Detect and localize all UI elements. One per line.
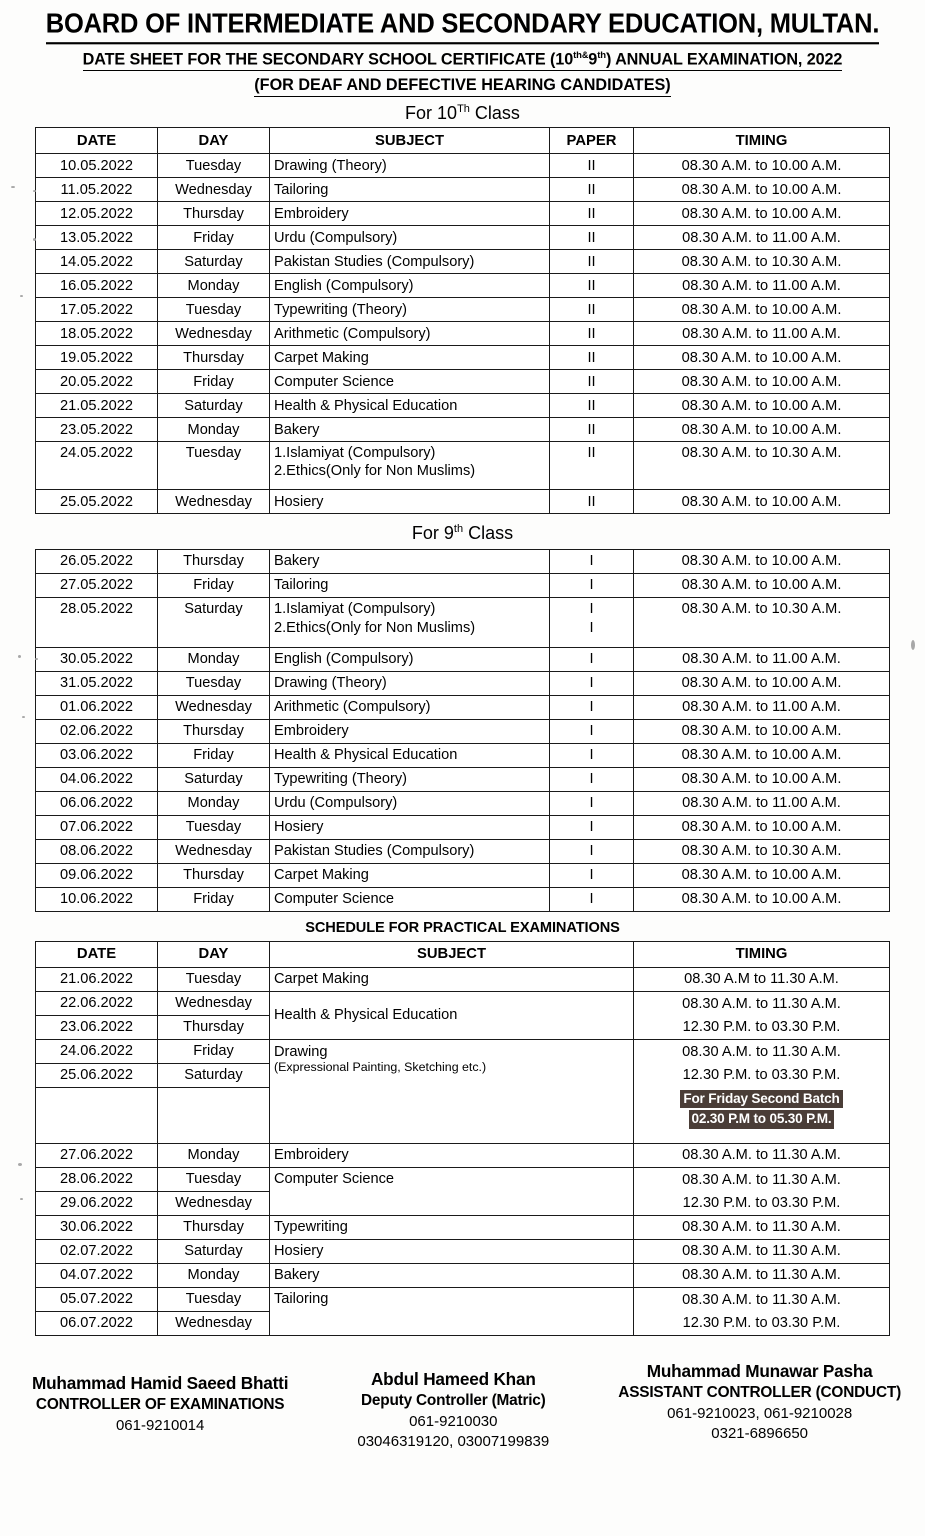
cell-date: 06.07.2022 (36, 1312, 158, 1336)
table-header-row (36, 942, 890, 968)
subtitle-post: ) ANNUAL EXAMINATION, 2022 (605, 49, 843, 68)
cell-subject: Embroidery (270, 202, 550, 226)
cell-timing-1: 08.30 A.M. to 11.30 A.M. (634, 992, 890, 1016)
cell-subject: Bakery (270, 1264, 634, 1288)
cell-day: Tuesday (158, 968, 270, 992)
cell-paper: I (550, 672, 634, 696)
cell-subject: Hosiery (270, 490, 550, 514)
cell-day: Thursday (158, 720, 270, 744)
table-row (36, 720, 890, 744)
cell-day: Wednesday (158, 992, 270, 1016)
cell-timing: 08.30 A.M. to 10.00 A.M. (634, 550, 890, 574)
cell-date: 28.05.2022 (36, 598, 158, 648)
cell-subject: Computer Science (270, 1168, 634, 1216)
date-sheet-subtitle (83, 50, 843, 71)
cell-date: 14.05.2022 (36, 250, 158, 274)
table-row-typewriting (36, 1216, 890, 1240)
signatory-name: Muhammad Hamid Saeed Bhatti (32, 1373, 289, 1394)
signatory-phone-1: 061-9210030 (409, 1412, 498, 1430)
cell-day: Saturday (158, 394, 270, 418)
cell-day: Friday (158, 744, 270, 768)
cell-day: Friday (158, 888, 270, 912)
scan-speckle (33, 190, 36, 192)
cell-timing: 08.30 A.M. to 10.30 A.M. (634, 250, 890, 274)
cell-timing: 08.30 A.M. to 11.00 A.M. (634, 274, 890, 298)
cell-timing-2: 12.30 P.M. to 03.30 P.M. (634, 1192, 890, 1216)
cell-timing: 08.30 A.M. to 11.30 A.M. (634, 1216, 890, 1240)
cell-subject: Hosiery (270, 816, 550, 840)
cell-day: Monday (158, 274, 270, 298)
cell-timing: 08.30 A.M. to 10.00 A.M. (634, 744, 890, 768)
cell-date: 23.05.2022 (36, 418, 158, 442)
cell-subject: Bakery (270, 418, 550, 442)
class-10-post: Class (469, 102, 520, 123)
table-row-carpet-making (36, 968, 890, 992)
cell-timing: 08.30 A.M. to 10.00 A.M. (634, 490, 890, 514)
cell-subject: Bakery (270, 550, 550, 574)
cell-paper: II (550, 418, 634, 442)
cell-timing: 08.30 A.M. to 11.00 A.M. (634, 322, 890, 346)
scan-speckle (22, 716, 25, 718)
cell-subject (270, 598, 550, 648)
class-9-heading (0, 523, 925, 544)
cell-date: 30.06.2022 (36, 1216, 158, 1240)
cell-timing: 08.30 A.M. to 10.00 A.M. (634, 816, 890, 840)
class-10-heading (0, 103, 925, 124)
cell-timing: 08.30 A.M. to 10.00 A.M. (634, 202, 890, 226)
cell-date: 06.06.2022 (36, 792, 158, 816)
cell-subject: Pakistan Studies (Compulsory) (270, 250, 550, 274)
cell-subject: English (Compulsory) (270, 274, 550, 298)
table-row (36, 226, 890, 250)
cell-day: Wednesday (158, 490, 270, 514)
cell-subject (270, 442, 550, 490)
signatory-phone-1: 061-9210023, 061-9210028 (667, 1404, 853, 1422)
cell-day: Monday (158, 648, 270, 672)
subject-line-2: 2.Ethics(Only for Non Muslims) (274, 620, 476, 637)
table-row-bakery (36, 1264, 890, 1288)
signatory-assistant-controller (618, 1360, 901, 1444)
cell-day: Tuesday (158, 298, 270, 322)
cell-paper: I (550, 864, 634, 888)
cell-paper: I (550, 840, 634, 864)
cell-date: 02.06.2022 (36, 720, 158, 744)
cell-subject: Health & Physical Education (270, 394, 550, 418)
col-header-subject: SUBJECT (270, 942, 634, 968)
table-row-islamiyat (36, 442, 890, 490)
table-row-health-1 (36, 992, 890, 1016)
cell-timing-1: 08.30 A.M. to 11.30 A.M. (634, 1168, 890, 1192)
signatory-role: Deputy Controller (Matric) (360, 1392, 546, 1410)
cell-subject: Pakistan Studies (Compulsory) (270, 840, 550, 864)
table-row (36, 274, 890, 298)
second-batch-timing: 02.30 P.M to 05.30 P.M. (689, 1110, 835, 1129)
cell-timing: 08.30 A.M. to 11.00 A.M. (634, 792, 890, 816)
signatory-phone-2: 0321-6896650 (711, 1424, 809, 1442)
cell-date: 29.06.2022 (36, 1192, 158, 1216)
cell-date: 05.07.2022 (36, 1288, 158, 1312)
practical-exams-table (35, 941, 890, 1336)
cell-paper: II (550, 346, 634, 370)
cell-date: 17.05.2022 (36, 298, 158, 322)
table-row (36, 154, 890, 178)
cell-timing: 08.30 A.M. to 10.00 A.M. (634, 418, 890, 442)
cell-day: Wednesday (158, 322, 270, 346)
table-row-tailoring-1 (36, 1288, 890, 1312)
cell-subject: Drawing (Theory) (270, 672, 550, 696)
practical-table-body (36, 968, 890, 1336)
col-header-timing: TIMING (634, 942, 890, 968)
signatory-controller-of-examinations (32, 1372, 288, 1436)
subject-line-1: 1.Islamiyat (Compulsory) (274, 445, 436, 462)
cell-day: Saturday (158, 598, 270, 648)
cell-paper: II (550, 370, 634, 394)
signatory-role: ASSISTANT CONTROLLER (CONDUCT) (618, 1384, 901, 1402)
table-row (36, 418, 890, 442)
cell-timing: 08.30 A.M. to 10.00 A.M. (634, 346, 890, 370)
second-batch-label: For Friday Second Batch (680, 1090, 842, 1109)
cell-timing-2: 12.30 P.M. to 03.30 P.M. (634, 1064, 890, 1088)
cell-subject: English (Compulsory) (270, 648, 550, 672)
scan-speckle (18, 655, 21, 658)
class-10-pre: For 10 (405, 102, 458, 123)
table-row (36, 888, 890, 912)
cell-paper (550, 598, 634, 648)
cell-date: 04.06.2022 (36, 768, 158, 792)
organization-title: BOARD OF INTERMEDIATE AND SECONDARY EDUCATION, MULTAN. (46, 9, 880, 44)
cell-timing-2: 12.30 P.M. to 03.30 P.M. (634, 1016, 890, 1040)
cell-subject: Drawing (Theory) (270, 154, 550, 178)
cell-paper: I (550, 816, 634, 840)
cell-subject: Arithmetic (Compulsory) (270, 696, 550, 720)
cell-timing: 08.30 A.M. to 10.00 A.M. (634, 864, 890, 888)
table-row (36, 744, 890, 768)
subject-line-1: 1.Islamiyat (Compulsory) (274, 601, 436, 618)
class-9-table-body (36, 550, 890, 912)
cell-day: Tuesday (158, 154, 270, 178)
cell-day: Friday (158, 370, 270, 394)
table-row (36, 696, 890, 720)
cell-date: 16.05.2022 (36, 274, 158, 298)
class-9-table (35, 549, 890, 912)
cell-day: Monday (158, 1264, 270, 1288)
scan-speckle (20, 295, 23, 297)
cell-timing: 08.30 A.M. to 10.00 A.M. (634, 720, 890, 744)
cell-day: Monday (158, 792, 270, 816)
scan-speckle (911, 640, 915, 650)
cell-date: 27.06.2022 (36, 1144, 158, 1168)
cell-timing-1: 08.30 A.M. to 11.30 A.M. (634, 1288, 890, 1312)
cell-timing-2: 12.30 P.M. to 03.30 P.M. (634, 1312, 890, 1336)
cell-day: Thursday (158, 202, 270, 226)
cell-subject: Hosiery (270, 1240, 634, 1264)
table-row (36, 672, 890, 696)
table-row (36, 816, 890, 840)
cell-day: Wednesday (158, 1192, 270, 1216)
cell-day: Wednesday (158, 178, 270, 202)
cell-day: Thursday (158, 346, 270, 370)
cell-paper: I (550, 574, 634, 598)
cell-timing: 08.30 A.M. to 11.00 A.M. (634, 226, 890, 250)
cell-paper: I (550, 768, 634, 792)
col-header-paper: PAPER (550, 128, 634, 154)
cell-timing: 08.30 A.M. to 10.00 A.M. (634, 574, 890, 598)
cell-subject: Health & Physical Education (270, 744, 550, 768)
cell-day: Thursday (158, 864, 270, 888)
table-row-drawing-1 (36, 1040, 890, 1064)
cell-timing: 08.30 A.M. to 10.00 A.M. (634, 888, 890, 912)
cell-date: 24.06.2022 (36, 1040, 158, 1064)
table-row (36, 840, 890, 864)
cell-day: Tuesday (158, 1288, 270, 1312)
cell-subject (270, 1040, 634, 1144)
cell-day: Tuesday (158, 1168, 270, 1192)
cell-timing: 08.30 A.M. to 10.00 A.M. (634, 298, 890, 322)
table-row (36, 370, 890, 394)
scan-speckle (20, 1198, 23, 1200)
cell-timing: 08.30 A.M. to 10.30 A.M. (634, 598, 890, 648)
cell-timing: 08.30 A.M. to 10.00 A.M. (634, 178, 890, 202)
cell-day: Saturday (158, 1064, 270, 1088)
class-10-table (35, 127, 890, 514)
cell-subject: Computer Science (270, 888, 550, 912)
cell-date: 07.06.2022 (36, 816, 158, 840)
cell-date: 09.06.2022 (36, 864, 158, 888)
cell-day: Wednesday (158, 696, 270, 720)
cell-paper: II (550, 154, 634, 178)
cell-timing: 08.30 A.M. to 10.00 A.M. (634, 394, 890, 418)
cell-subject: Carpet Making (270, 864, 550, 888)
cell-paper: II (550, 250, 634, 274)
cell-paper: II (550, 490, 634, 514)
col-header-day: DAY (158, 128, 270, 154)
cell-subject: Arithmetic (Compulsory) (270, 322, 550, 346)
cell-date: 12.05.2022 (36, 202, 158, 226)
cell-day: Friday (158, 226, 270, 250)
signatory-deputy-controller (357, 1368, 549, 1452)
class-10-sup: Th (457, 102, 470, 115)
cell-day: Tuesday (158, 816, 270, 840)
table-row-computer-1 (36, 1168, 890, 1192)
cell-paper: I (550, 550, 634, 574)
cell-date: 20.05.2022 (36, 370, 158, 394)
cell-date: 10.05.2022 (36, 154, 158, 178)
table-row (36, 792, 890, 816)
cell-day: Saturday (158, 768, 270, 792)
table-row (36, 178, 890, 202)
cell-second-batch-note (634, 1088, 890, 1144)
class-9-post: Class (463, 523, 514, 544)
col-header-subject: SUBJECT (270, 128, 550, 154)
table-row (36, 574, 890, 598)
table-row-embroidery (36, 1144, 890, 1168)
cell-date: 27.05.2022 (36, 574, 158, 598)
cell-timing-1: 08.30 A.M. to 11.30 A.M. (634, 1040, 890, 1064)
cell-timing: 08.30 A.M. to 10.00 A.M. (634, 154, 890, 178)
class-10-table-body (36, 154, 890, 514)
cell-paper: II (550, 178, 634, 202)
class-9-sup: th (453, 523, 464, 536)
cell-subject: Tailoring (270, 178, 550, 202)
cell-date: 19.05.2022 (36, 346, 158, 370)
cell-date: 08.06.2022 (36, 840, 158, 864)
cell-date: 11.05.2022 (36, 178, 158, 202)
cell-timing: 08.30 A.M. to 11.30 A.M. (634, 1144, 890, 1168)
cell-subject: Embroidery (270, 720, 550, 744)
cell-day: Monday (158, 418, 270, 442)
cell-day-blank (158, 1088, 270, 1144)
cell-timing: 08.30 A.M. to 10.00 A.M. (634, 370, 890, 394)
cell-day: Friday (158, 574, 270, 598)
signatory-phone-1: 061-9210014 (115, 1416, 205, 1434)
cell-date: 10.06.2022 (36, 888, 158, 912)
document-header (0, 0, 925, 97)
table-row (36, 768, 890, 792)
signatory-role: CONTROLLER OF EXAMINATIONS (35, 1396, 285, 1414)
cell-day: Monday (158, 1144, 270, 1168)
cell-paper: II (550, 394, 634, 418)
table-row (36, 322, 890, 346)
cell-day: Wednesday (158, 1312, 270, 1336)
cell-timing: 08.30 A.M. to 11.30 A.M. (634, 1264, 890, 1288)
cell-date: 26.05.2022 (36, 550, 158, 574)
scan-speckle (35, 658, 38, 660)
subtitle-sup-9th: th (597, 49, 606, 61)
table-row (36, 202, 890, 226)
cell-day: Thursday (158, 550, 270, 574)
cell-date: 13.05.2022 (36, 226, 158, 250)
cell-subject: Typewriting (Theory) (270, 298, 550, 322)
cell-timing: 08.30 A.M. to 11.30 A.M. (634, 1240, 890, 1264)
subject-line-2: 2.Ethics(Only for Non Muslims) (274, 462, 476, 479)
signature-block (0, 1336, 925, 1452)
cell-subject: Computer Science (270, 370, 550, 394)
cell-timing: 08.30 A.M. to 11.00 A.M. (634, 696, 890, 720)
cell-paper: II (550, 442, 634, 490)
cell-day: Saturday (158, 1240, 270, 1264)
scan-speckle (11, 186, 15, 188)
cell-day: Saturday (158, 250, 270, 274)
signatory-phone-2: 03046319120, 03007199839 (357, 1432, 550, 1450)
cell-subject: Typewriting (270, 1216, 634, 1240)
cell-subject: Urdu (Compulsory) (270, 226, 550, 250)
subject-note: (Expressional Painting, Sketching etc.) (274, 1060, 487, 1075)
cell-subject: Tailoring (270, 1288, 634, 1336)
cell-paper: II (550, 322, 634, 346)
cell-day: Tuesday (158, 672, 270, 696)
cell-date: 25.06.2022 (36, 1064, 158, 1088)
cell-date: 30.05.2022 (36, 648, 158, 672)
paper-line-1: I (589, 601, 594, 618)
cell-paper: II (550, 226, 634, 250)
subject-title: Drawing (274, 1044, 328, 1061)
table-row (36, 250, 890, 274)
scan-speckle (18, 1163, 22, 1166)
cell-date: 24.05.2022 (36, 442, 158, 490)
cell-subject: Urdu (Compulsory) (270, 792, 550, 816)
cell-paper: II (550, 274, 634, 298)
cell-paper: I (550, 696, 634, 720)
cell-paper: I (550, 720, 634, 744)
cell-paper: I (550, 648, 634, 672)
cell-subject: Health & Physical Education (270, 992, 634, 1040)
cell-day: Thursday (158, 1016, 270, 1040)
class-9-pre: For 9 (411, 523, 454, 544)
signatory-name: Muhammad Munawar Pasha (646, 1361, 873, 1382)
cell-day: Thursday (158, 1216, 270, 1240)
cell-date: 31.05.2022 (36, 672, 158, 696)
cell-timing: 08.30 A.M. to 10.00 A.M. (634, 768, 890, 792)
col-header-date: DATE (36, 942, 158, 968)
cell-paper: I (550, 888, 634, 912)
cell-date: 23.06.2022 (36, 1016, 158, 1040)
subtitle-pre: DATE SHEET FOR THE SECONDARY SCHOOL CERTIFICATE (10 (82, 49, 574, 68)
cell-timing: 08.30 A.M. to 10.30 A.M. (634, 840, 890, 864)
cell-subject: Carpet Making (270, 346, 550, 370)
cell-date: 21.06.2022 (36, 968, 158, 992)
subtitle-ampersand: & (581, 49, 589, 60)
cell-paper: I (550, 744, 634, 768)
table-row-hosiery (36, 1240, 890, 1264)
table-row (36, 298, 890, 322)
col-header-date: DATE (36, 128, 158, 154)
table-row (36, 864, 890, 888)
cell-subject: Tailoring (270, 574, 550, 598)
table-row-islamiyat (36, 598, 890, 648)
table-header-row (36, 128, 890, 154)
cell-date: 04.07.2022 (36, 1264, 158, 1288)
subtitle-nine: 9 (588, 49, 598, 68)
col-header-day: DAY (158, 942, 270, 968)
table-row (36, 490, 890, 514)
practical-exams-heading: SCHEDULE FOR PRACTICAL EXAMINATIONS (305, 920, 620, 937)
table-row (36, 394, 890, 418)
signatory-name: Abdul Hameed Khan (370, 1369, 536, 1390)
paper-line-2: I (589, 620, 594, 637)
table-row (36, 648, 890, 672)
cell-timing: 08.30 A.M to 11.30 A.M. (634, 968, 890, 992)
cell-paper: II (550, 298, 634, 322)
table-row (36, 346, 890, 370)
cell-subject: Typewriting (Theory) (270, 768, 550, 792)
cell-paper: II (550, 202, 634, 226)
cell-date: 28.06.2022 (36, 1168, 158, 1192)
col-header-timing: TIMING (634, 128, 890, 154)
cell-timing: 08.30 A.M. to 10.30 A.M. (634, 442, 890, 490)
cell-day: Wednesday (158, 840, 270, 864)
cell-date-blank (36, 1088, 158, 1144)
cell-date: 01.06.2022 (36, 696, 158, 720)
cell-subject: Carpet Making (270, 968, 634, 992)
cell-paper: I (550, 792, 634, 816)
cell-date: 22.06.2022 (36, 992, 158, 1016)
cell-date: 02.07.2022 (36, 1240, 158, 1264)
cell-date: 21.05.2022 (36, 394, 158, 418)
cell-day: Friday (158, 1040, 270, 1064)
candidates-line: (FOR DEAF AND DEFECTIVE HEARING CANDIDATES) (254, 76, 670, 97)
cell-date: 25.05.2022 (36, 490, 158, 514)
cell-timing: 08.30 A.M. to 11.00 A.M. (634, 648, 890, 672)
cell-day: Tuesday (158, 442, 270, 490)
table-row (36, 550, 890, 574)
cell-date: 03.06.2022 (36, 744, 158, 768)
subtitle-sup-10th: th (573, 49, 582, 61)
cell-timing: 08.30 A.M. to 10.00 A.M. (634, 672, 890, 696)
cell-subject: Embroidery (270, 1144, 634, 1168)
cell-date: 18.05.2022 (36, 322, 158, 346)
scan-speckle (33, 238, 36, 241)
